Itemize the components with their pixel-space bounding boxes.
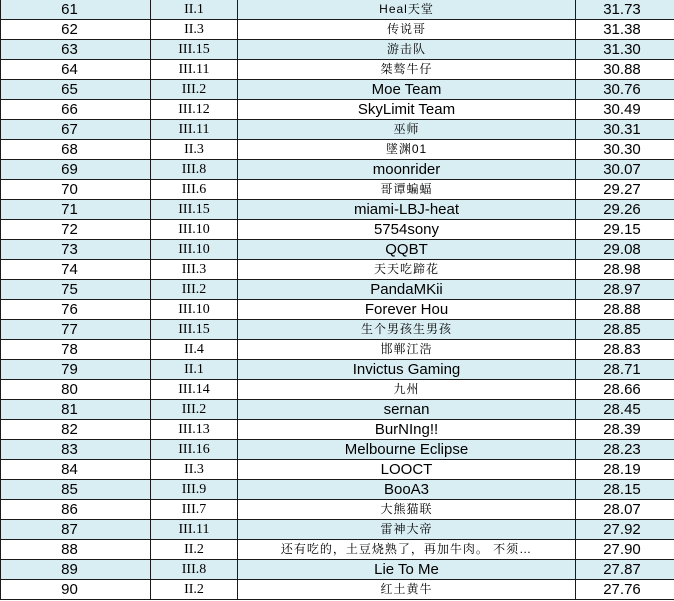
group-cell: III.2 (151, 400, 238, 420)
score-cell: 30.30 (576, 140, 674, 160)
rank-cell: 86 (1, 500, 151, 520)
team-name-cell (238, 100, 576, 120)
table-row (1, 340, 674, 360)
table-row (1, 520, 674, 540)
team-name: Heal天堂 (379, 2, 434, 16)
group-cell: II.2 (151, 540, 238, 560)
group-cell: II.3 (151, 20, 238, 40)
score-cell: 30.76 (576, 80, 674, 100)
team-name: 游击队 (386, 42, 426, 56)
rank-cell: 66 (1, 100, 151, 120)
group-cell: III.3 (151, 260, 238, 280)
team-name-cell (238, 160, 576, 180)
team-name: Moe Team (371, 81, 442, 98)
rank-cell: 90 (1, 580, 151, 600)
rank-cell: 78 (1, 340, 151, 360)
team-name: Invictus Gaming (352, 361, 461, 378)
team-name: moonrider (372, 161, 441, 178)
group-cell: III.15 (151, 200, 238, 220)
table-row (1, 240, 674, 260)
team-name-cell (238, 440, 576, 460)
team-name-cell (238, 580, 576, 600)
team-name-cell (238, 260, 576, 280)
team-name-cell (238, 340, 576, 360)
score-cell: 28.39 (576, 420, 674, 440)
group-cell: III.10 (151, 220, 238, 240)
team-name-cell (238, 200, 576, 220)
team-name: 巫师 (393, 122, 420, 136)
table-row (1, 480, 674, 500)
team-name: SkyLimit Team (357, 101, 456, 118)
rank-cell: 87 (1, 520, 151, 540)
team-name: BooA3 (383, 481, 430, 498)
table-row (1, 420, 674, 440)
score-cell: 28.19 (576, 460, 674, 480)
group-cell: III.8 (151, 560, 238, 580)
table-row (1, 20, 674, 40)
team-name: 九州 (393, 382, 420, 396)
table-row (1, 540, 674, 560)
rank-cell: 84 (1, 460, 151, 480)
group-cell: II.3 (151, 460, 238, 480)
team-name: 邯郸江浩 (380, 342, 433, 356)
table-row (1, 60, 674, 80)
rank-cell: 70 (1, 180, 151, 200)
table-row (1, 260, 674, 280)
rank-cell: 89 (1, 560, 151, 580)
rank-cell: 82 (1, 420, 151, 440)
team-name: PandaMKii (370, 281, 443, 298)
team-name-cell (238, 240, 576, 260)
group-cell: III.2 (151, 280, 238, 300)
team-name-cell (238, 40, 576, 60)
score-cell: 28.66 (576, 380, 674, 400)
score-cell: 27.76 (576, 580, 674, 600)
table-row (1, 400, 674, 420)
rank-cell: 83 (1, 440, 151, 460)
team-name: 还有吃的，土豆烧熟了，再加牛肉。 不须… (280, 542, 533, 556)
score-cell: 30.07 (576, 160, 674, 180)
team-name-cell (238, 80, 576, 100)
team-name-cell (238, 480, 576, 500)
rank-cell: 81 (1, 400, 151, 420)
group-cell: III.15 (151, 320, 238, 340)
table-row (1, 140, 674, 160)
group-cell: II.4 (151, 340, 238, 360)
team-name-cell (238, 560, 576, 580)
team-name: 大熊猫联 (380, 502, 433, 516)
table-row (1, 100, 674, 120)
score-cell: 31.73 (576, 0, 674, 20)
group-cell: III.2 (151, 80, 238, 100)
score-cell: 27.90 (576, 540, 674, 560)
rank-cell: 71 (1, 200, 151, 220)
score-cell: 27.92 (576, 520, 674, 540)
table-row (1, 160, 674, 180)
score-cell: 29.26 (576, 200, 674, 220)
team-name-cell (238, 320, 576, 340)
group-cell: III.16 (151, 440, 238, 460)
group-cell: III.11 (151, 60, 238, 80)
table-row (1, 80, 674, 100)
team-name-cell (238, 60, 576, 80)
team-name-cell (238, 280, 576, 300)
group-cell: III.11 (151, 120, 238, 140)
table-row (1, 40, 674, 60)
table-row (1, 320, 674, 340)
team-name: 墜渊01 (385, 142, 428, 156)
score-cell: 28.83 (576, 340, 674, 360)
rank-cell: 85 (1, 480, 151, 500)
group-cell: III.10 (151, 240, 238, 260)
score-cell: 27.87 (576, 560, 674, 580)
team-name: 5754sony (373, 221, 440, 238)
group-cell: III.10 (151, 300, 238, 320)
score-cell: 28.85 (576, 320, 674, 340)
score-cell: 28.71 (576, 360, 674, 380)
table-row (1, 180, 674, 200)
team-name: sernan (383, 401, 430, 418)
group-cell: II.3 (151, 140, 238, 160)
team-name: Forever Hou (364, 301, 449, 318)
team-name: 红土黄牛 (380, 582, 433, 596)
rank-cell: 73 (1, 240, 151, 260)
rank-cell: 88 (1, 540, 151, 560)
rank-cell: 67 (1, 120, 151, 140)
table-row (1, 220, 674, 240)
team-name: BurNIng!! (374, 421, 439, 438)
score-cell: 29.15 (576, 220, 674, 240)
table-row (1, 300, 674, 320)
rank-cell: 79 (1, 360, 151, 380)
score-cell: 28.23 (576, 440, 674, 460)
team-name: 传说哥 (386, 22, 426, 36)
team-name-cell (238, 0, 576, 20)
team-name: QQBT (385, 241, 428, 258)
team-name: 雷神大帝 (380, 522, 433, 536)
team-name-cell (238, 300, 576, 320)
table-row (1, 560, 674, 580)
team-name: 生个男孩生男孩 (360, 322, 452, 336)
team-name-cell (238, 460, 576, 480)
table-row (1, 380, 674, 400)
score-cell: 29.08 (576, 240, 674, 260)
table-row (1, 0, 674, 20)
score-cell: 28.07 (576, 500, 674, 520)
rank-cell: 77 (1, 320, 151, 340)
ranking-table-body (1, 0, 674, 600)
team-name: LOOCT (380, 461, 433, 478)
team-name: Lie To Me (374, 561, 439, 578)
team-name-cell (238, 140, 576, 160)
table-row (1, 500, 674, 520)
team-name-cell (238, 380, 576, 400)
score-cell: 28.97 (576, 280, 674, 300)
group-cell: II.2 (151, 580, 238, 600)
team-name-cell (238, 120, 576, 140)
table-row (1, 280, 674, 300)
score-cell: 30.31 (576, 120, 674, 140)
group-cell: II.1 (151, 0, 238, 20)
team-name-cell (238, 540, 576, 560)
group-cell: III.8 (151, 160, 238, 180)
rank-cell: 80 (1, 380, 151, 400)
rank-cell: 75 (1, 280, 151, 300)
score-cell: 31.30 (576, 40, 674, 60)
score-cell: 29.27 (576, 180, 674, 200)
score-cell: 28.15 (576, 480, 674, 500)
rank-cell: 74 (1, 260, 151, 280)
team-name-cell (238, 500, 576, 520)
team-name: 桀骜牛仔 (380, 62, 433, 76)
rank-cell: 61 (1, 0, 151, 20)
team-name-cell (238, 360, 576, 380)
rank-cell: 63 (1, 40, 151, 60)
score-cell: 30.88 (576, 60, 674, 80)
team-name-cell (238, 220, 576, 240)
team-name-cell (238, 420, 576, 440)
team-name: 天天吃蹄花 (373, 262, 439, 276)
team-name-cell (238, 520, 576, 540)
table-row (1, 460, 674, 480)
group-cell: III.9 (151, 480, 238, 500)
rank-cell: 65 (1, 80, 151, 100)
group-cell: II.1 (151, 360, 238, 380)
group-cell: III.11 (151, 520, 238, 540)
rank-cell: 72 (1, 220, 151, 240)
team-name-cell (238, 20, 576, 40)
group-cell: III.6 (151, 180, 238, 200)
team-name: 哥谭蝙蝠 (380, 182, 433, 196)
score-cell: 30.49 (576, 100, 674, 120)
group-cell: III.14 (151, 380, 238, 400)
score-cell: 31.38 (576, 20, 674, 40)
table-row (1, 440, 674, 460)
team-name: miami-LBJ-heat (353, 201, 460, 218)
score-cell: 28.45 (576, 400, 674, 420)
group-cell: III.7 (151, 500, 238, 520)
rank-cell: 62 (1, 20, 151, 40)
team-name-cell (238, 400, 576, 420)
score-cell: 28.98 (576, 260, 674, 280)
rank-cell: 69 (1, 160, 151, 180)
table-row (1, 580, 674, 600)
team-name-cell (238, 180, 576, 200)
group-cell: III.15 (151, 40, 238, 60)
group-cell: III.13 (151, 420, 238, 440)
table-row (1, 120, 674, 140)
table-row (1, 360, 674, 380)
score-cell: 28.88 (576, 300, 674, 320)
rank-cell: 64 (1, 60, 151, 80)
rank-cell: 68 (1, 140, 151, 160)
table-row (1, 200, 674, 220)
rank-cell: 76 (1, 300, 151, 320)
team-name: Melbourne Eclipse (344, 441, 469, 458)
group-cell: III.12 (151, 100, 238, 120)
